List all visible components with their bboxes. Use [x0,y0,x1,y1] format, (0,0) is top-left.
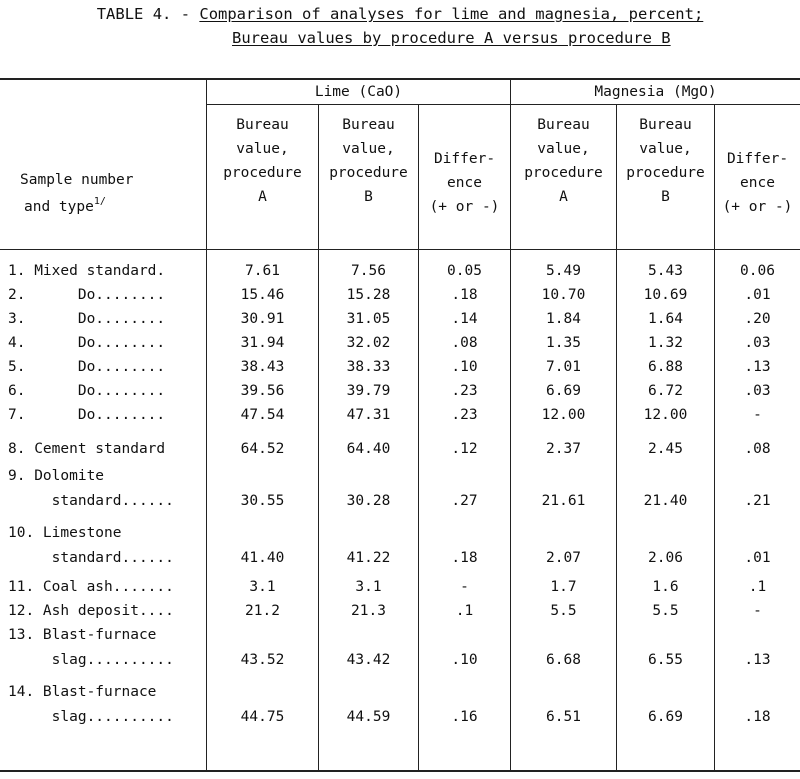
group-header-magnesia: Magnesia (MgO) [594,84,717,100]
table-cell-ca-a: 3.1 [249,579,276,595]
table-cell-ca-b: 3.1 [355,579,382,595]
row-label: 6. Do........ [8,383,166,399]
table-cell-mg-a: 2.07 [546,550,581,566]
header-and-type-text: and type [24,199,94,215]
table-cell-mg-b: 1.64 [648,311,683,327]
table-cell-mg-a: 21.61 [541,493,586,509]
row-label: 1. Mixed standard. [8,263,166,279]
table-cell-ca-a: 30.91 [240,311,285,327]
table-cell-mg-d: .03 [744,383,771,399]
table-cell-ca-b: 30.28 [346,493,391,509]
header-lime-procedure-a-line: procedure [223,165,302,181]
header-rule [0,249,800,250]
table-cell-ca-b: 21.3 [351,603,386,619]
table-cell-mg-a: 2.37 [546,441,581,457]
header-magnesia-procedure-a-line: A [559,189,568,205]
table-cell-mg-d: .18 [744,709,771,725]
table-cell-mg-b: 21.40 [643,493,688,509]
table-cell-mg-a: 5.49 [546,263,581,279]
row-label: standard...... [8,493,174,509]
table-cell-mg-a: 1.7 [550,579,577,595]
title-line-2 [0,26,800,50]
table-cell-ca-a: 15.46 [240,287,285,303]
row-label: 11. Coal ash....... [8,579,174,595]
header-magnesia-procedure-a-line: value, [537,141,590,157]
footnote-marker: 1/ [93,196,106,207]
table-cell-ca-a: 41.40 [240,550,285,566]
table-cell-mg-b: 5.5 [652,603,679,619]
table-cell-mg-d: - [753,407,762,423]
header-lime-procedure-b-line: procedure [329,165,408,181]
table-cell-ca-d: .10 [451,359,478,375]
group-header-lime: Lime (CaO) [314,84,403,100]
row-label: 13. Blast-furnace [8,627,157,643]
table-cell-mg-a: 12.00 [541,407,586,423]
row-label: 4. Do........ [8,335,166,351]
title-line-1 [0,2,800,26]
header-and-type [24,192,106,217]
bottom-rule [0,770,800,772]
table-cell-mg-d: .1 [748,579,767,595]
table-cell-ca-b: 41.22 [346,550,391,566]
row-label: 9. Dolomite [8,468,105,484]
row-label: 7. Do........ [8,407,166,423]
table-cell-mg-b: 10.69 [643,287,688,303]
table-cell-mg-b: 2.45 [648,441,683,457]
table-cell-ca-b: 32.02 [346,335,391,351]
table-cell-ca-b: 44.59 [346,709,391,725]
table-cell-ca-a: 47.54 [240,407,285,423]
table-cell-ca-d: .16 [451,709,478,725]
header-lime-procedure-b-line: value, [342,141,395,157]
header-sample-number: Sample number [20,172,134,188]
table-cell-ca-d: .27 [451,493,478,509]
table-cell-mg-b: 2.06 [648,550,683,566]
row-label: 8. Cement standard [8,441,166,457]
table-cell-mg-b: 1.6 [652,579,679,595]
table-cell-ca-a: 30.55 [240,493,285,509]
header-magnesia-procedure-b-line: Bureau [639,117,692,133]
header-magnesia-procedure-b-line: procedure [626,165,705,181]
table-cell-mg-a: 5.5 [550,603,577,619]
header-magnesia-procedure-b-line: value, [639,141,692,157]
row-label: 14. Blast-furnace [8,684,157,700]
table-cell-mg-a: 6.51 [546,709,581,725]
table-cell-mg-b: 6.88 [648,359,683,375]
row-label: 12. Ash deposit.... [8,603,174,619]
table-cell-mg-a: 1.35 [546,335,581,351]
table-cell-mg-d: .08 [744,441,771,457]
table-cell-ca-d: .18 [451,550,478,566]
table-cell-mg-d: .01 [744,550,771,566]
table-cell-ca-b: 64.40 [346,441,391,457]
table-cell-ca-b: 15.28 [346,287,391,303]
table-cell-ca-a: 39.56 [240,383,285,399]
row-label: 10. Limestone [8,525,122,541]
title-line-1-text: Comparison of analyses for lime and magnesia, percent; [199,5,704,23]
table-cell-ca-d: .23 [451,407,478,423]
table-cell-ca-b: 38.33 [346,359,391,375]
table-cell-mg-b: 1.32 [648,335,683,351]
title-line-2-text: Bureau values by procedure A versus procedure B [232,29,671,47]
table-cell-mg-b: 5.43 [648,263,683,279]
row-label: standard...... [8,550,174,566]
header-lime-procedure-a-line: A [258,189,267,205]
table-cell-ca-b: 39.79 [346,383,391,399]
table-cell-ca-d: .08 [451,335,478,351]
table-cell-mg-a: 1.84 [546,311,581,327]
header-lime-difference-line: ence [447,175,482,191]
table-cell-ca-a: 31.94 [240,335,285,351]
header-lime-difference-line: (+ or -) [429,199,500,215]
table-cell-mg-d: .13 [744,652,771,668]
header-magnesia-difference-line: Differ- [726,151,789,167]
header-magnesia-procedure-a-line: procedure [524,165,603,181]
header-lime-procedure-a-line: value, [236,141,289,157]
table-cell-mg-d: .21 [744,493,771,509]
header-magnesia-procedure-a-line: Bureau [537,117,590,133]
table-cell-ca-b: 43.42 [346,652,391,668]
table-cell-mg-a: 10.70 [541,287,586,303]
table-cell-ca-b: 47.31 [346,407,391,423]
header-lime-procedure-b-line: B [364,189,373,205]
table-cell-mg-d: 0.06 [740,263,775,279]
table-cell-ca-d: .14 [451,311,478,327]
table-cell-ca-d: - [460,579,469,595]
title-prefix: TABLE 4. - [96,5,200,23]
table-cell-mg-d: .01 [744,287,771,303]
table-cell-ca-b: 31.05 [346,311,391,327]
table-cell-mg-d: .20 [744,311,771,327]
row-label: 5. Do........ [8,359,166,375]
table-cell-ca-a: 38.43 [240,359,285,375]
table-cell-ca-d: .1 [455,603,474,619]
header-magnesia-procedure-b-line: B [661,189,670,205]
table-cell-mg-a: 7.01 [546,359,581,375]
table-cell-mg-b: 12.00 [643,407,688,423]
table-cell-mg-b: 6.69 [648,709,683,725]
table-cell-mg-d: - [753,603,762,619]
table-cell-ca-d: 0.05 [447,263,482,279]
table-cell-mg-d: .13 [744,359,771,375]
table-cell-ca-a: 64.52 [240,441,285,457]
row-label: slag.......... [8,709,174,725]
table-cell-ca-b: 7.56 [351,263,386,279]
table-cell-mg-a: 6.69 [546,383,581,399]
header-lime-difference-line: Differ- [433,151,496,167]
table-cell-mg-d: .03 [744,335,771,351]
header-lime-procedure-b-line: Bureau [342,117,395,133]
table-cell-ca-d: .12 [451,441,478,457]
table-cell-ca-d: .10 [451,652,478,668]
table-cell-mg-b: 6.72 [648,383,683,399]
table-cell-ca-d: .23 [451,383,478,399]
table-cell-mg-b: 6.55 [648,652,683,668]
table-cell-ca-a: 44.75 [240,709,285,725]
table-cell-ca-a: 7.61 [245,263,280,279]
top-rule [0,78,800,80]
table-cell-ca-a: 43.52 [240,652,285,668]
group-underline [207,104,800,105]
row-label: 2. Do........ [8,287,166,303]
row-label: 3. Do........ [8,311,166,327]
header-magnesia-difference-line: ence [740,175,775,191]
header-lime-procedure-a-line: Bureau [236,117,289,133]
row-label: slag.......... [8,652,174,668]
table-cell-ca-a: 21.2 [245,603,280,619]
header-magnesia-difference-line: (+ or -) [722,199,793,215]
table-cell-mg-a: 6.68 [546,652,581,668]
table-cell-ca-d: .18 [451,287,478,303]
